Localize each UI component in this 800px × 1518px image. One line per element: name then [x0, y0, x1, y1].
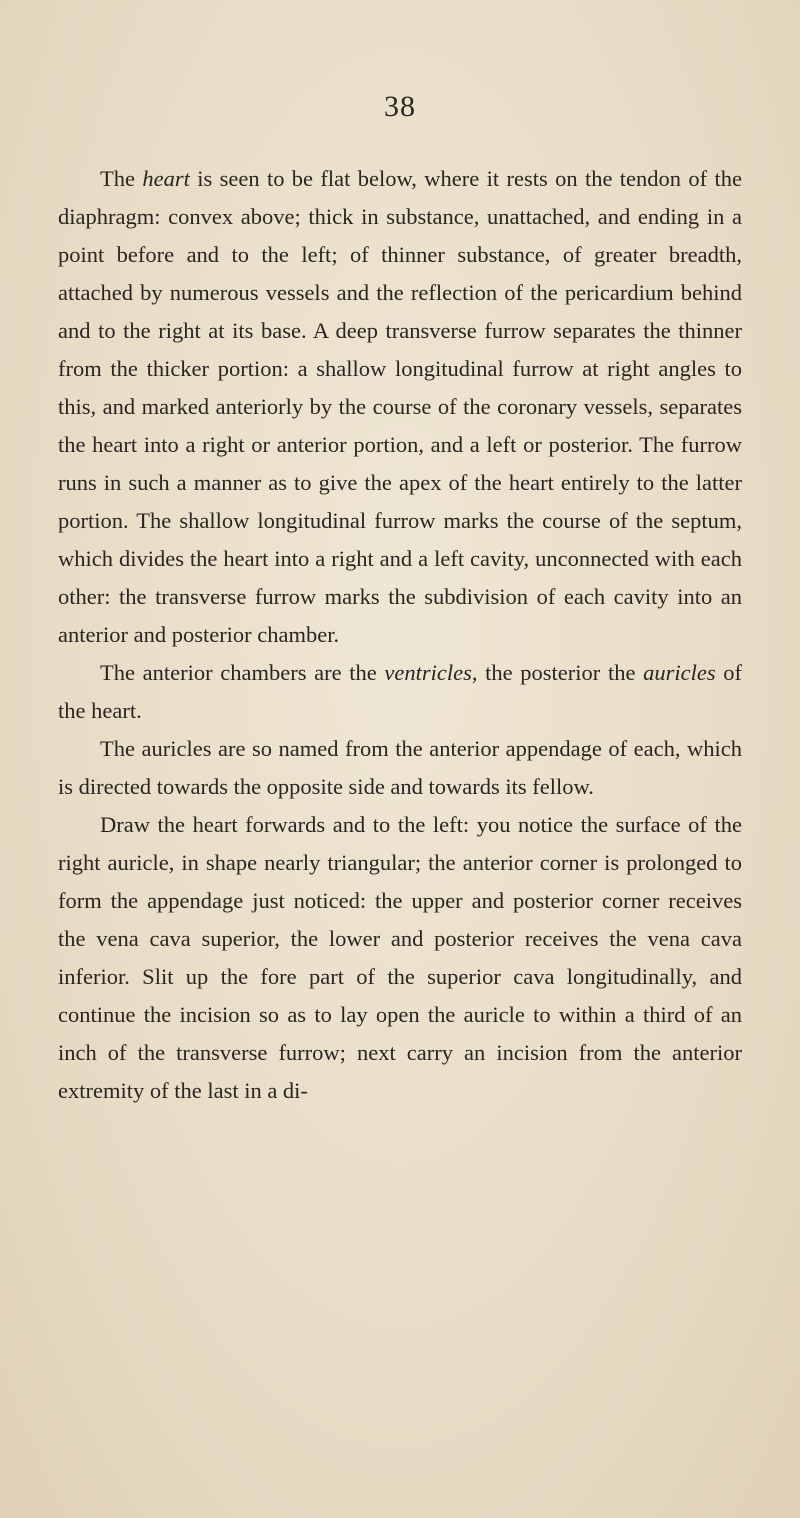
text-run: is seen to be flat below, where it rests on the tendon of the diaphragm: convex above; thick in substance, unattached, and ending in a point before and to the left; of thinner substance, of greater breadth, attached by numerous vessels and the reflection of the pericardium behind and to the right at its base. A deep transverse furrow separates the thinner from the thicker portion: a shallow longitudinal furrow at right angles to this, and marked anteriorly by the course of the coronary vessels, separates the heart into a right or anterior portion, and a left or posterior. The furrow runs in such a manner as to give the apex of the heart entirely to the latter portion. The shallow longitudinal furrow marks the course of the septum, which divides the heart into a right and a left cavity, unconnected with each other: the transverse furrow marks the subdivision of each cavity into an anterior and posterior chamber.	[58, 166, 743, 647]
page-number: 38	[384, 90, 416, 123]
text-run: The auricles are so named from the anterior appendage of each, which is directed towards the opposite side and towards its fellow.	[58, 736, 742, 799]
text-run: , the posterior the	[471, 660, 644, 685]
text-run: The	[100, 166, 143, 191]
italic-term-heart: heart	[142, 166, 190, 191]
paragraph-chambers	[58, 654, 742, 730]
text-run: Draw the heart forwards and to the left: you notice the surface of the right auricle, in shape nearly triangular; the anterior corner is prolonged to form the appendage just noticed: the upper and posterior corner receives the vena cava superior, the lower and posterior receives the vena cava inferior. Slit up the fore part of the superior cava longitudinally, and continue the incision so as to lay open the auricle to within a third of an inch of the transverse furrow; next carry an incision from the anterior extremity of the last in a di-	[58, 812, 742, 1103]
italic-term-auricles: auricles	[643, 660, 716, 685]
body-text	[58, 160, 742, 1110]
italic-term-ventricles: ventricles	[384, 660, 472, 685]
paragraph-dissection	[58, 806, 742, 1110]
text-run: The anterior chambers are the	[100, 660, 385, 685]
paragraph-auricles	[58, 730, 742, 806]
paragraph-heart-description	[58, 160, 742, 654]
text-run: of the heart.	[58, 660, 742, 723]
